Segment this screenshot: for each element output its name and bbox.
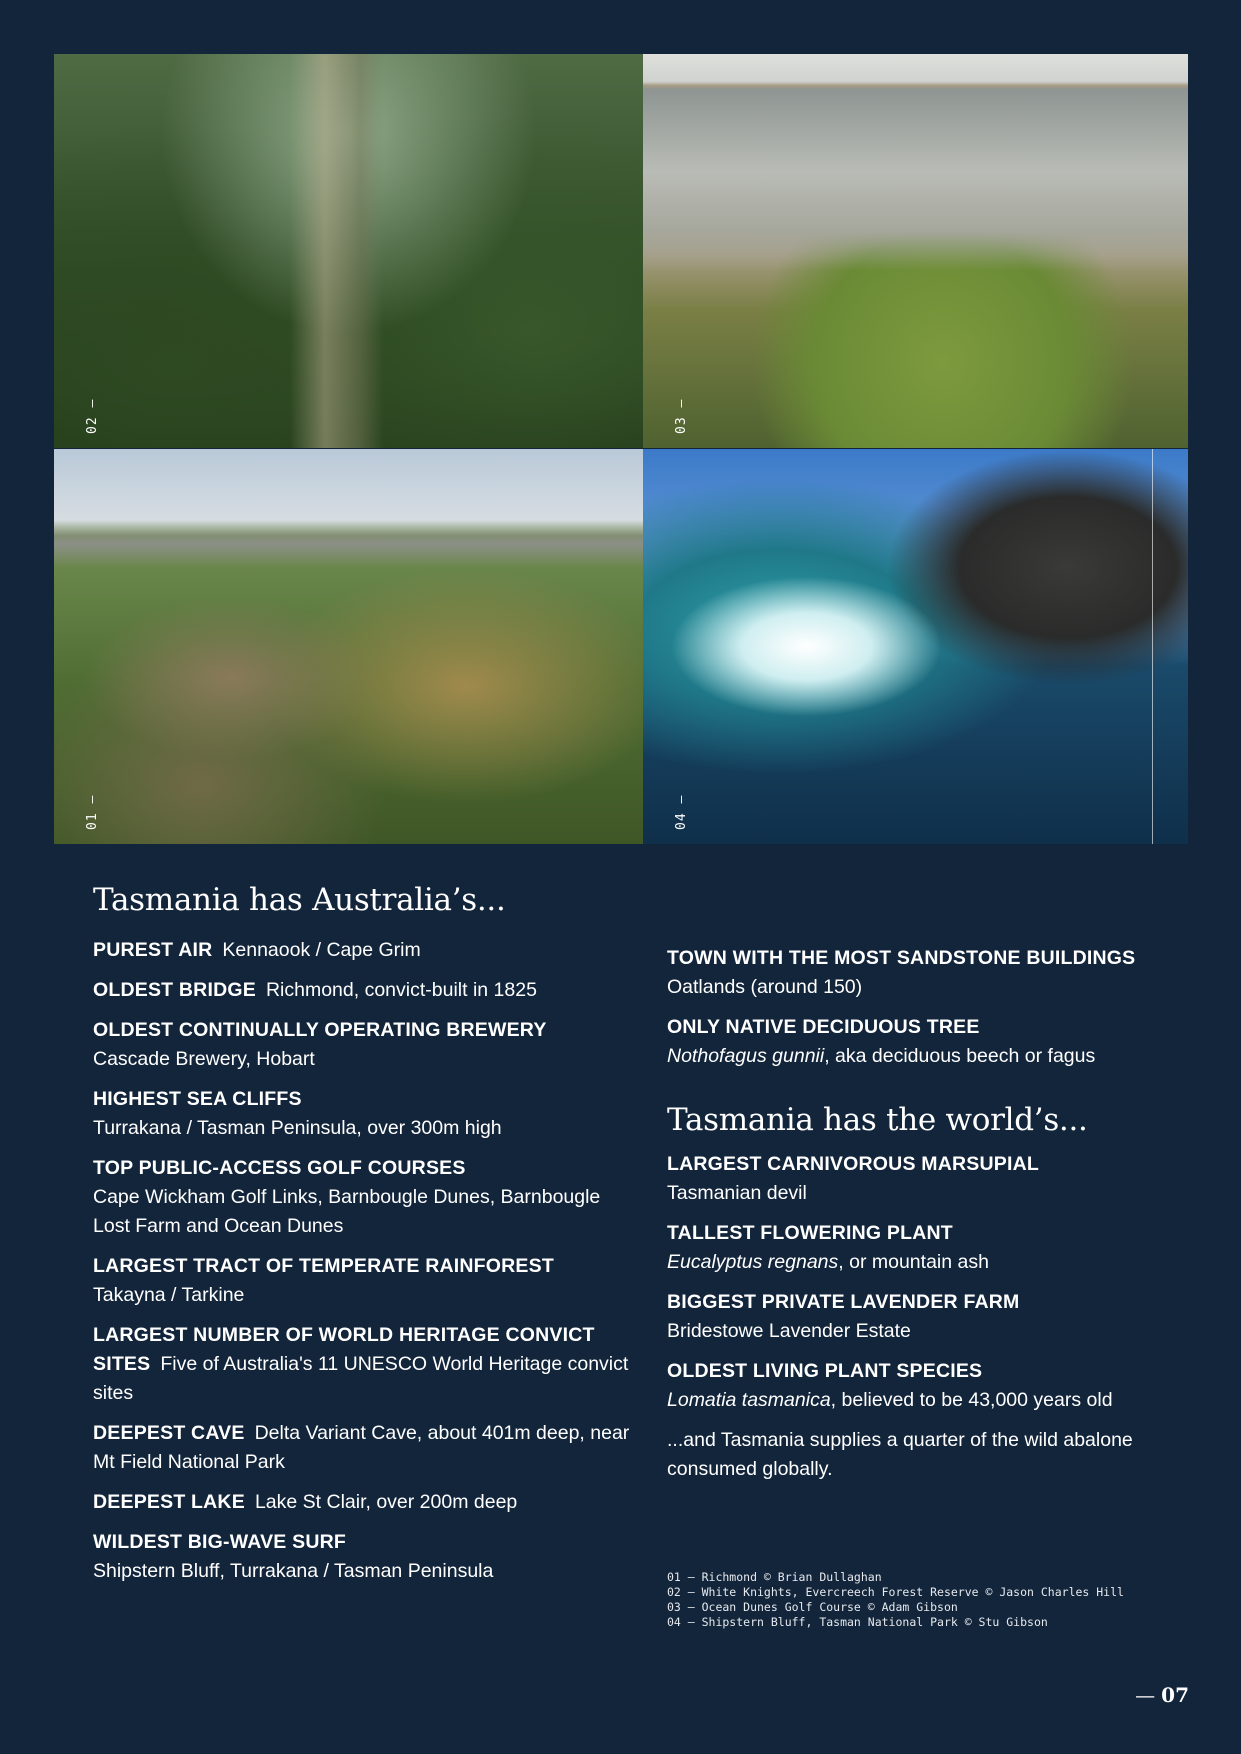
photo-richmond-bridge bbox=[54, 449, 643, 844]
australia-entries bbox=[93, 936, 633, 1586]
fact-desc: Richmond, convict-built in 1825 bbox=[265, 979, 537, 1001]
fact-desc: Lake St Clair, over 200m deep bbox=[254, 1491, 518, 1513]
fact-desc-italic: Eucalyptus regnans bbox=[667, 1251, 839, 1273]
fact-desc: Shipstern Bluff, Turrakana / Tasman Peninsula bbox=[93, 1560, 494, 1582]
fact-desc: Kennaook / Cape Grim bbox=[222, 939, 421, 961]
photo-golf-course bbox=[643, 54, 1188, 448]
fact-desc: Turrakana / Tasman Peninsula, over 300m high bbox=[93, 1117, 502, 1139]
fact-desc: , aka deciduous beech or fagus bbox=[824, 1045, 1096, 1067]
credit-line: 02 — White Knights, Evercreech Forest Reserve © Jason Charles Hill bbox=[667, 1585, 1124, 1599]
fact-title: TALLEST FLOWERING PLANT bbox=[667, 1222, 953, 1244]
fact-title: ONLY NATIVE DECIDUOUS TREE bbox=[667, 1016, 980, 1038]
fact-desc: Cascade Brewery, Hobart bbox=[93, 1048, 315, 1070]
abalone-note: ...and Tasmania supplies a quarter of the wild abalone consumed globally. bbox=[667, 1429, 1133, 1480]
fact-entry bbox=[93, 1419, 633, 1477]
fact-title: LARGEST CARNIVOROUS MARSUPIAL bbox=[667, 1153, 1039, 1175]
fact-entry bbox=[93, 976, 633, 1005]
fact-desc: Takayna / Tarkine bbox=[93, 1284, 245, 1306]
australia-facts-right bbox=[667, 944, 1167, 1082]
fact-entry bbox=[667, 1219, 1167, 1277]
photo-number-03: 03 — bbox=[674, 398, 689, 434]
fact-entry bbox=[93, 1252, 633, 1310]
fact-title: PUREST AIR bbox=[93, 939, 213, 961]
fact-desc: Five of Australia's 11 UNESCO World Heritage convict sites bbox=[93, 1353, 629, 1404]
world-facts bbox=[667, 1102, 1167, 1484]
fact-desc: Cape Wickham Golf Links, Barnbougle Dunes, Barnbougle Lost Farm and Ocean Dunes bbox=[93, 1186, 601, 1237]
credit-line: 01 — Richmond © Brian Dullaghan bbox=[667, 1570, 882, 1584]
fact-title: OLDEST CONTINUALLY OPERATING BREWERY bbox=[93, 1019, 547, 1041]
fact-entry bbox=[667, 1013, 1167, 1071]
fact-title: BIGGEST PRIVATE LAVENDER FARM bbox=[667, 1291, 1020, 1313]
fact-desc-italic: Nothofagus gunnii bbox=[667, 1045, 825, 1067]
fact-title: LARGEST NUMBER OF WORLD HERITAGE CONVICT SITES bbox=[93, 1324, 595, 1375]
fact-title: HIGHEST SEA CLIFFS bbox=[93, 1088, 302, 1110]
australia-facts-left bbox=[93, 882, 633, 1597]
photo-number-02: 02 — bbox=[85, 398, 100, 434]
fact-desc: Tasmanian devil bbox=[667, 1182, 807, 1204]
fact-desc: , believed to be 43,000 years old bbox=[830, 1389, 1113, 1411]
fact-title: TOP PUBLIC-ACCESS GOLF COURSES bbox=[93, 1157, 466, 1179]
fact-title: OLDEST LIVING PLANT SPECIES bbox=[667, 1360, 983, 1382]
fact-entry bbox=[667, 944, 1167, 1002]
page-number bbox=[1135, 1683, 1189, 1707]
fact-title: OLDEST BRIDGE bbox=[93, 979, 256, 1001]
fact-entry bbox=[93, 1016, 633, 1074]
fact-entry bbox=[93, 1321, 633, 1408]
photo-number-01: 01 — bbox=[85, 794, 100, 830]
photo-big-wave-surf bbox=[643, 449, 1188, 844]
fact-entry bbox=[93, 1488, 633, 1517]
fact-entry bbox=[667, 1288, 1167, 1346]
page-number-dash: — bbox=[1135, 1683, 1156, 1707]
fact-title: DEEPEST CAVE bbox=[93, 1422, 245, 1444]
page-number-value: 07 bbox=[1161, 1683, 1189, 1707]
fact-entry bbox=[93, 1154, 633, 1241]
fact-desc: Delta Variant Cave, about 401m deep, near Mt Field National Park bbox=[93, 1422, 630, 1473]
fact-entry bbox=[93, 1085, 633, 1143]
fact-title: TOWN WITH THE MOST SANDSTONE BUILDINGS bbox=[667, 947, 1136, 969]
fact-desc-italic: Lomatia tasmanica bbox=[667, 1389, 831, 1411]
photo-forest bbox=[54, 54, 643, 448]
credit-line: 03 — Ocean Dunes Golf Course © Adam Gibson bbox=[667, 1600, 958, 1614]
fact-desc: , or mountain ash bbox=[838, 1251, 989, 1273]
fact-title: LARGEST TRACT OF TEMPERATE RAINFOREST bbox=[93, 1255, 554, 1277]
fact-desc: Bridestowe Lavender Estate bbox=[667, 1320, 911, 1342]
photo-fold-line bbox=[1152, 449, 1153, 844]
fact-entry bbox=[93, 1528, 633, 1586]
fact-title: WILDEST BIG-WAVE SURF bbox=[93, 1531, 346, 1553]
fact-entry bbox=[667, 1357, 1167, 1415]
world-entries bbox=[667, 1150, 1167, 1415]
fact-entry bbox=[93, 936, 633, 965]
fact-title: DEEPEST LAKE bbox=[93, 1491, 245, 1513]
photo-credits bbox=[667, 1570, 1187, 1630]
photo-number-04: 04 — bbox=[674, 794, 689, 830]
fact-desc: Oatlands (around 150) bbox=[667, 976, 863, 998]
australia-heading: Tasmania has Australia’s... bbox=[93, 882, 506, 918]
world-heading: Tasmania has the world’s... bbox=[667, 1102, 1088, 1138]
fact-entry bbox=[667, 1150, 1167, 1208]
credit-line: 04 — Shipstern Bluff, Tasman National Park © Stu Gibson bbox=[667, 1615, 1048, 1629]
